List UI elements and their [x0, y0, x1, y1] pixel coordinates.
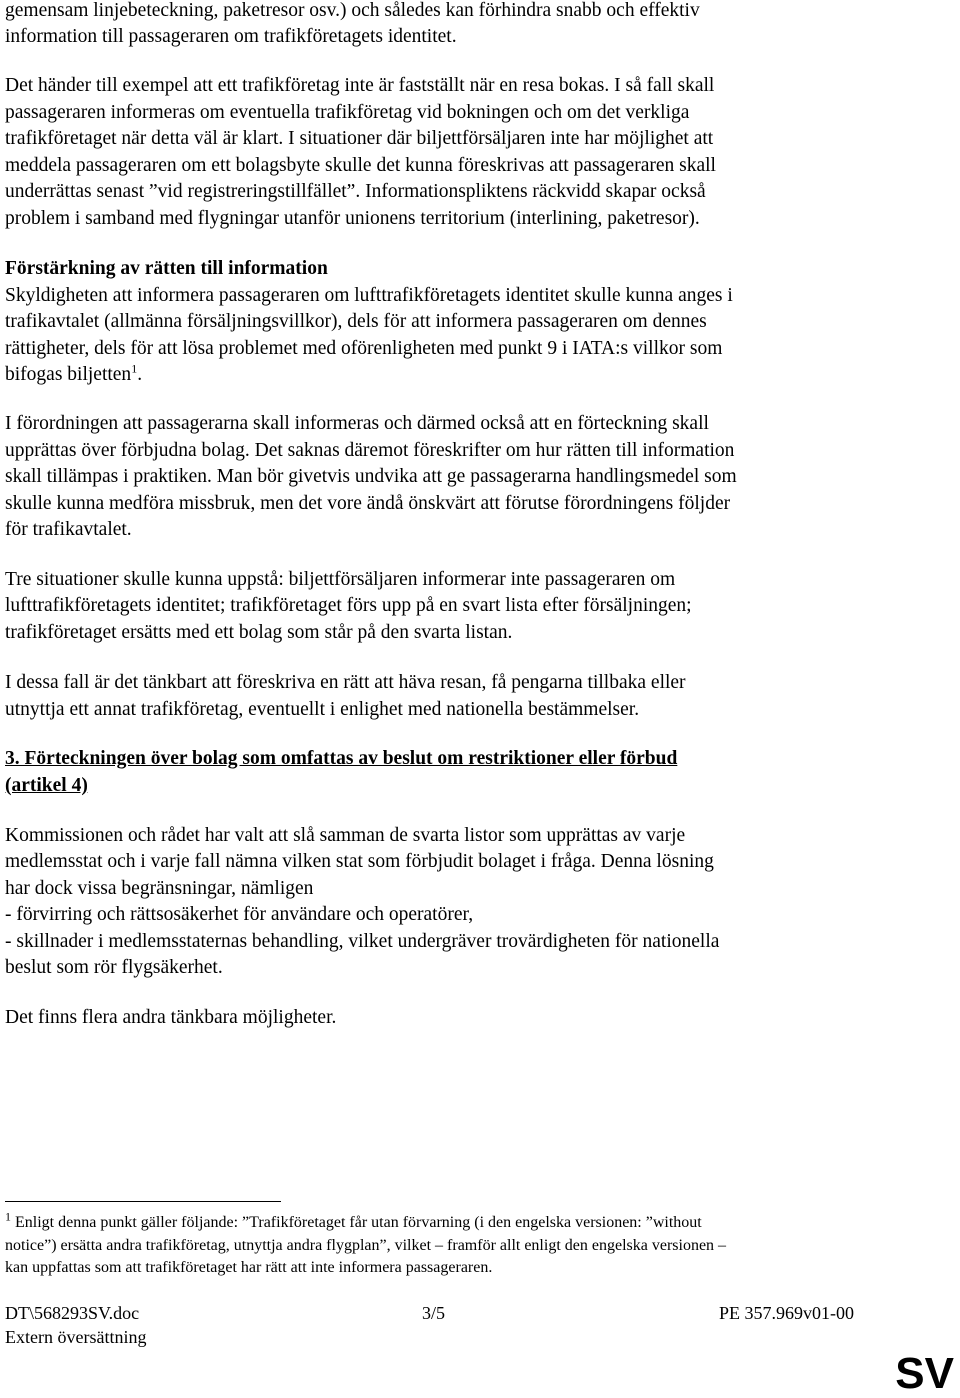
footnote-line: kan uppfattas som att trafikföretaget har rätt att inte informera passageraren.: [5, 1259, 493, 1276]
paragraph-line: trafikföretaget när detta väl är klart. I situationer där biljettförsäljaren inte har möjlighet att: [5, 128, 714, 149]
paragraph-line: upprättas över förbjudna bolag. Det saknas däremot föreskrifter om hur rätten till information: [5, 440, 735, 461]
section-heading: (artikel 4): [5, 775, 88, 796]
footnote-line: [5, 1209, 702, 1233]
paragraph-line: skulle kunna medföra missbruk, men det vore ändå önskvärt att förutse förordningens följder: [5, 493, 731, 514]
paragraph-line: medlemsstat och i varje fall nämna vilken stat som förbjudit bolaget i fråga. Denna lösning: [5, 851, 714, 872]
footnote-text: Enligt denna punkt gäller följande: ”Trafikföretaget får utan förvarning (i den engelska versionen: ”without: [11, 1214, 702, 1231]
footnote-divider: [5, 1201, 281, 1202]
page-number: 3/5: [422, 1303, 446, 1323]
paragraph-line: Det finns flera andra tänkbara möjligheter.: [5, 1007, 337, 1028]
paragraph-line: trafikföretaget ersätts med ett bolag som står på den svarta listan.: [5, 622, 513, 643]
paragraph-line: Det händer till exempel att ett trafikföretag inte är fastställt när en resa bokas. I så fall skall: [5, 75, 715, 96]
pe-reference: PE 357.969v01-00: [719, 1303, 854, 1323]
paragraph-line: meddela passageraren om ett bolagsbyte skulle det kunna föreskrivas att passageraren skall: [5, 155, 716, 176]
list-item: - skillnader i medlemsstaternas behandling, vilket undergräver trovärdigheten för nationella: [5, 931, 720, 952]
section-heading: 3. Förteckningen över bolag som omfattas av beslut om restriktioner eller förbud: [5, 748, 678, 769]
paragraph-line: beslut som rör flygsäkerhet.: [5, 957, 223, 978]
paragraph-line: för trafikavtalet.: [5, 519, 132, 540]
paragraph-line: Tre situationer skulle kunna uppstå: biljettförsäljaren informerar inte passageraren om: [5, 569, 676, 590]
paragraph-line: Skyldigheten att informera passageraren om lufttrafikföretagets identitet skulle kunna anges i: [5, 285, 733, 306]
document-reference: DT\568293SV.doc: [5, 1303, 140, 1323]
paragraph-line: rättigheter, dels för att lösa problemet med oförenligheten med punkt 9 i IATA:s villkor som: [5, 338, 723, 359]
paragraph-line: trafikavtalet (allmänna försäljningsvillkor), dels för att informera passageraren om dennes: [5, 311, 707, 332]
translation-note: Extern översättning: [5, 1327, 147, 1347]
paragraph-line: utnyttja ett annat trafikföretag, eventuellt i enlighet med nationella bestämmelser.: [5, 699, 640, 720]
paragraph-punctuation: .: [137, 364, 143, 385]
paragraph-line: Kommissionen och rådet har valt att slå samman de svarta listor som upprättas av varje: [5, 825, 686, 846]
paragraph-line: I förordningen att passagerarna skall informeras och därmed också att en förteckning skall: [5, 413, 709, 434]
footnote-number: 1: [5, 1209, 11, 1224]
section-heading: Förstärkning av rätten till information: [5, 258, 328, 279]
paragraph-line: gemensam linjebeteckning, paketresor osv.) och således kan förhindra snabb och effektiv: [5, 0, 700, 21]
paragraph-line: I dessa fall är det tänkbart att föreskriva en rätt att häva resan, få pengarna tillbaka eller: [5, 672, 686, 693]
list-item: - förvirring och rättsosäkerhet för användare och operatörer,: [5, 904, 474, 925]
paragraph-line: problem i samband med flygningar utanför unionens territorium (interlining, paketresor).: [5, 208, 700, 229]
footnote-reference: 1: [131, 361, 138, 376]
language-code: SV: [895, 1349, 954, 1398]
paragraph-text: bifogas biljetten: [5, 364, 132, 385]
paragraph-line: [5, 361, 143, 386]
paragraph-line: underrättas senast ”vid registreringstillfället”. Informationspliktens räckvidd skapar också: [5, 181, 706, 202]
footnote-line: notice”) ersätta andra trafikföretag, utnyttja andra flygplan”, vilket – framför allt enligt den engelska versionen –: [5, 1237, 727, 1254]
paragraph-line: information till passageraren om trafikföretagets identitet.: [5, 26, 457, 47]
paragraph-line: lufttrafikföretagets identitet; trafikföretaget förs upp på en svart lista efter försäljningen;: [5, 595, 692, 616]
paragraph-line: skall tillämpas i praktiken. Man bör givetvis undvika att ge passagerarna handlingsmedel som: [5, 466, 737, 487]
paragraph-line: har dock vissa begränsningar, nämligen: [5, 878, 314, 899]
paragraph-line: passageraren informeras om eventuella trafikföretag vid bokningen och om det verkliga: [5, 102, 690, 123]
